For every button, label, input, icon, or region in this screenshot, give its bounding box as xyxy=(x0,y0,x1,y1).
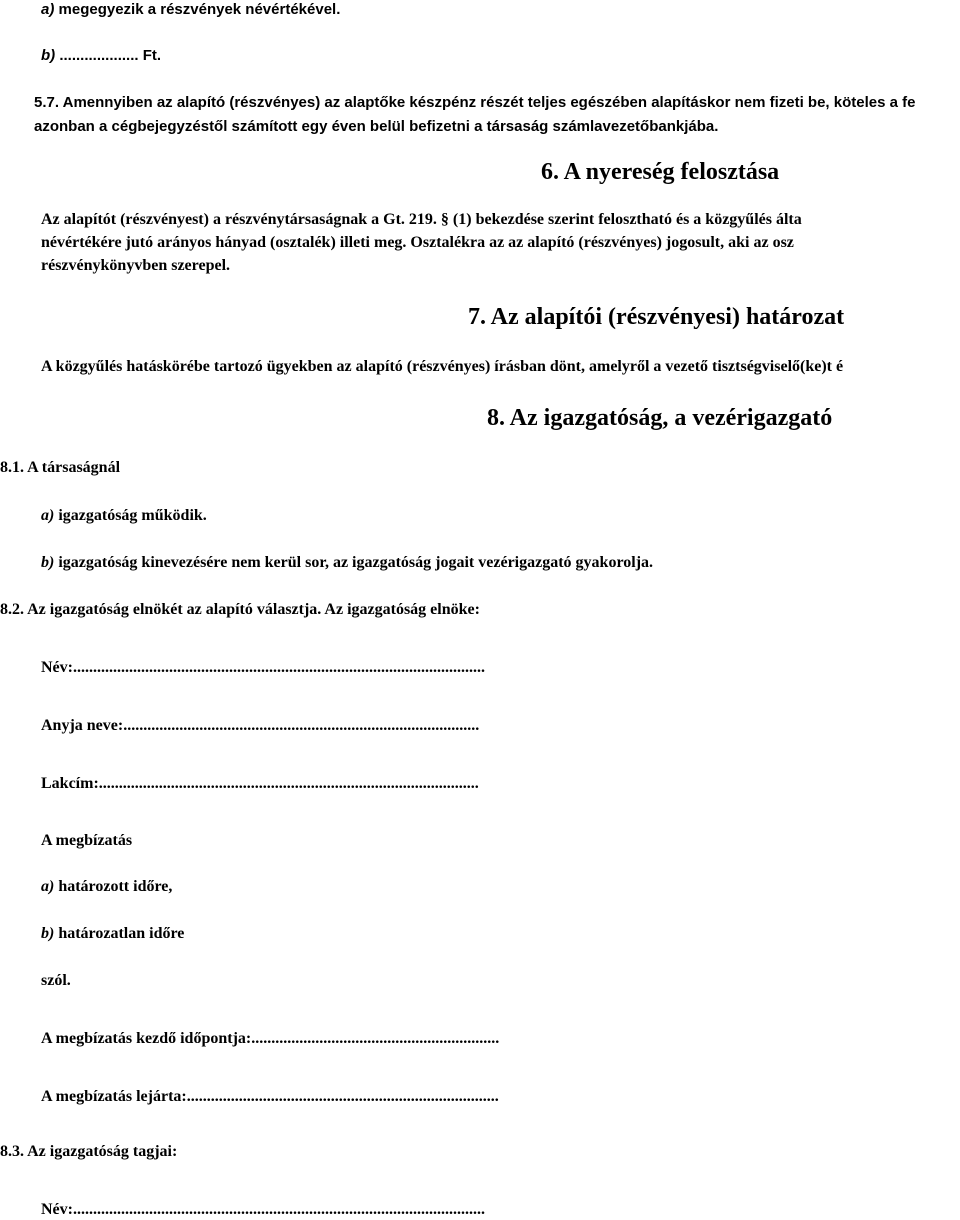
option-b-text: igazgatóság kinevezésére nem kerül sor, az igazgatóság jogait vezérigazgató gyakorolja. xyxy=(58,554,654,571)
mandate-label: A megbízatás xyxy=(41,832,133,849)
option-b-text: ................... Ft. xyxy=(59,47,162,64)
paragraph-8-1-option-b xyxy=(41,553,653,573)
paragraph-8-3: 8.3. Az igazgatóság tagjai: xyxy=(0,1143,178,1160)
section-8-heading: 8. Az igazgatóság, a vezérigazgató xyxy=(487,405,833,431)
list-marker-a: a) xyxy=(41,507,55,524)
paragraph-8-1-option-a xyxy=(41,506,207,526)
mandate-end-text: szól. xyxy=(41,972,71,989)
paragraph-8-1: 8.1. A társaságnál xyxy=(0,459,121,476)
option-a-text: igazgatóság működik. xyxy=(58,507,207,524)
paragraph-8-2: 8.2. Az igazgatóság elnökét az alapító választja. Az igazgatóság elnöke: xyxy=(0,601,480,618)
member-name-field: Név:....................................................................................................... xyxy=(41,1201,485,1218)
paragraph-5-7-line-2: azonban a cégbejegyzéstől számított egy éven belül befizetni a társaság számlavezetőbankjába. xyxy=(34,118,719,135)
mandate-start-field: A megbízatás kezdő időpontja:.............................................................. xyxy=(41,1030,500,1047)
list-marker-b: b) xyxy=(41,925,55,942)
paragraph-5-7-line-1: 5.7. Amennyiben az alapító (részvényes) az alaptőke készpénz részét teljes egészében alapításkor nem fizeti be, köteles a fe xyxy=(34,94,916,111)
list-marker-a: a) xyxy=(41,1,55,18)
section-6-line-2: névértékére jutó arányos hányad (osztalék) illeti meg. Osztalékra az az alapító (részvényes) jogosult, aki az osz xyxy=(41,234,794,251)
option-b-line xyxy=(41,46,161,66)
option-a-text: határozott időre, xyxy=(58,878,173,895)
section-6-heading: 6. A nyereség felosztása xyxy=(541,159,780,185)
option-a-line xyxy=(41,0,340,20)
chairman-address-field: Lakcím:............................................................................................... xyxy=(41,775,479,792)
mandate-expiry-field: A megbízatás lejárta:.............................................................................. xyxy=(41,1088,499,1105)
list-marker-b: b) xyxy=(41,554,55,571)
list-marker-b: b) xyxy=(41,47,56,64)
list-marker-a: a) xyxy=(41,878,55,895)
chairman-mother-name-field: Anyja neve:......................................................................................... xyxy=(41,717,480,734)
mandate-option-b xyxy=(41,924,184,944)
option-a-text: megegyezik a részvények névértékével. xyxy=(58,1,341,18)
section-7-heading: 7. Az alapítói (részvényesi) határozat xyxy=(468,304,845,330)
option-b-text: határozatlan időre xyxy=(58,925,185,942)
section-7-line-1: A közgyűlés hatáskörébe tartozó ügyekben az alapító (részvényes) írásban dönt, amelyről a vezető tisztségviselő(ke)t é xyxy=(41,358,844,375)
chairman-name-field: Név:....................................................................................................... xyxy=(41,659,485,676)
mandate-option-a xyxy=(41,877,172,897)
section-6-line-1: Az alapítót (részvényest) a részvénytársaságnak a Gt. 219. § (1) bekezdése szerint felosztható és a közgyűlés álta xyxy=(41,211,802,228)
section-6-line-3: részvénykönyvben szerepel. xyxy=(41,257,231,274)
